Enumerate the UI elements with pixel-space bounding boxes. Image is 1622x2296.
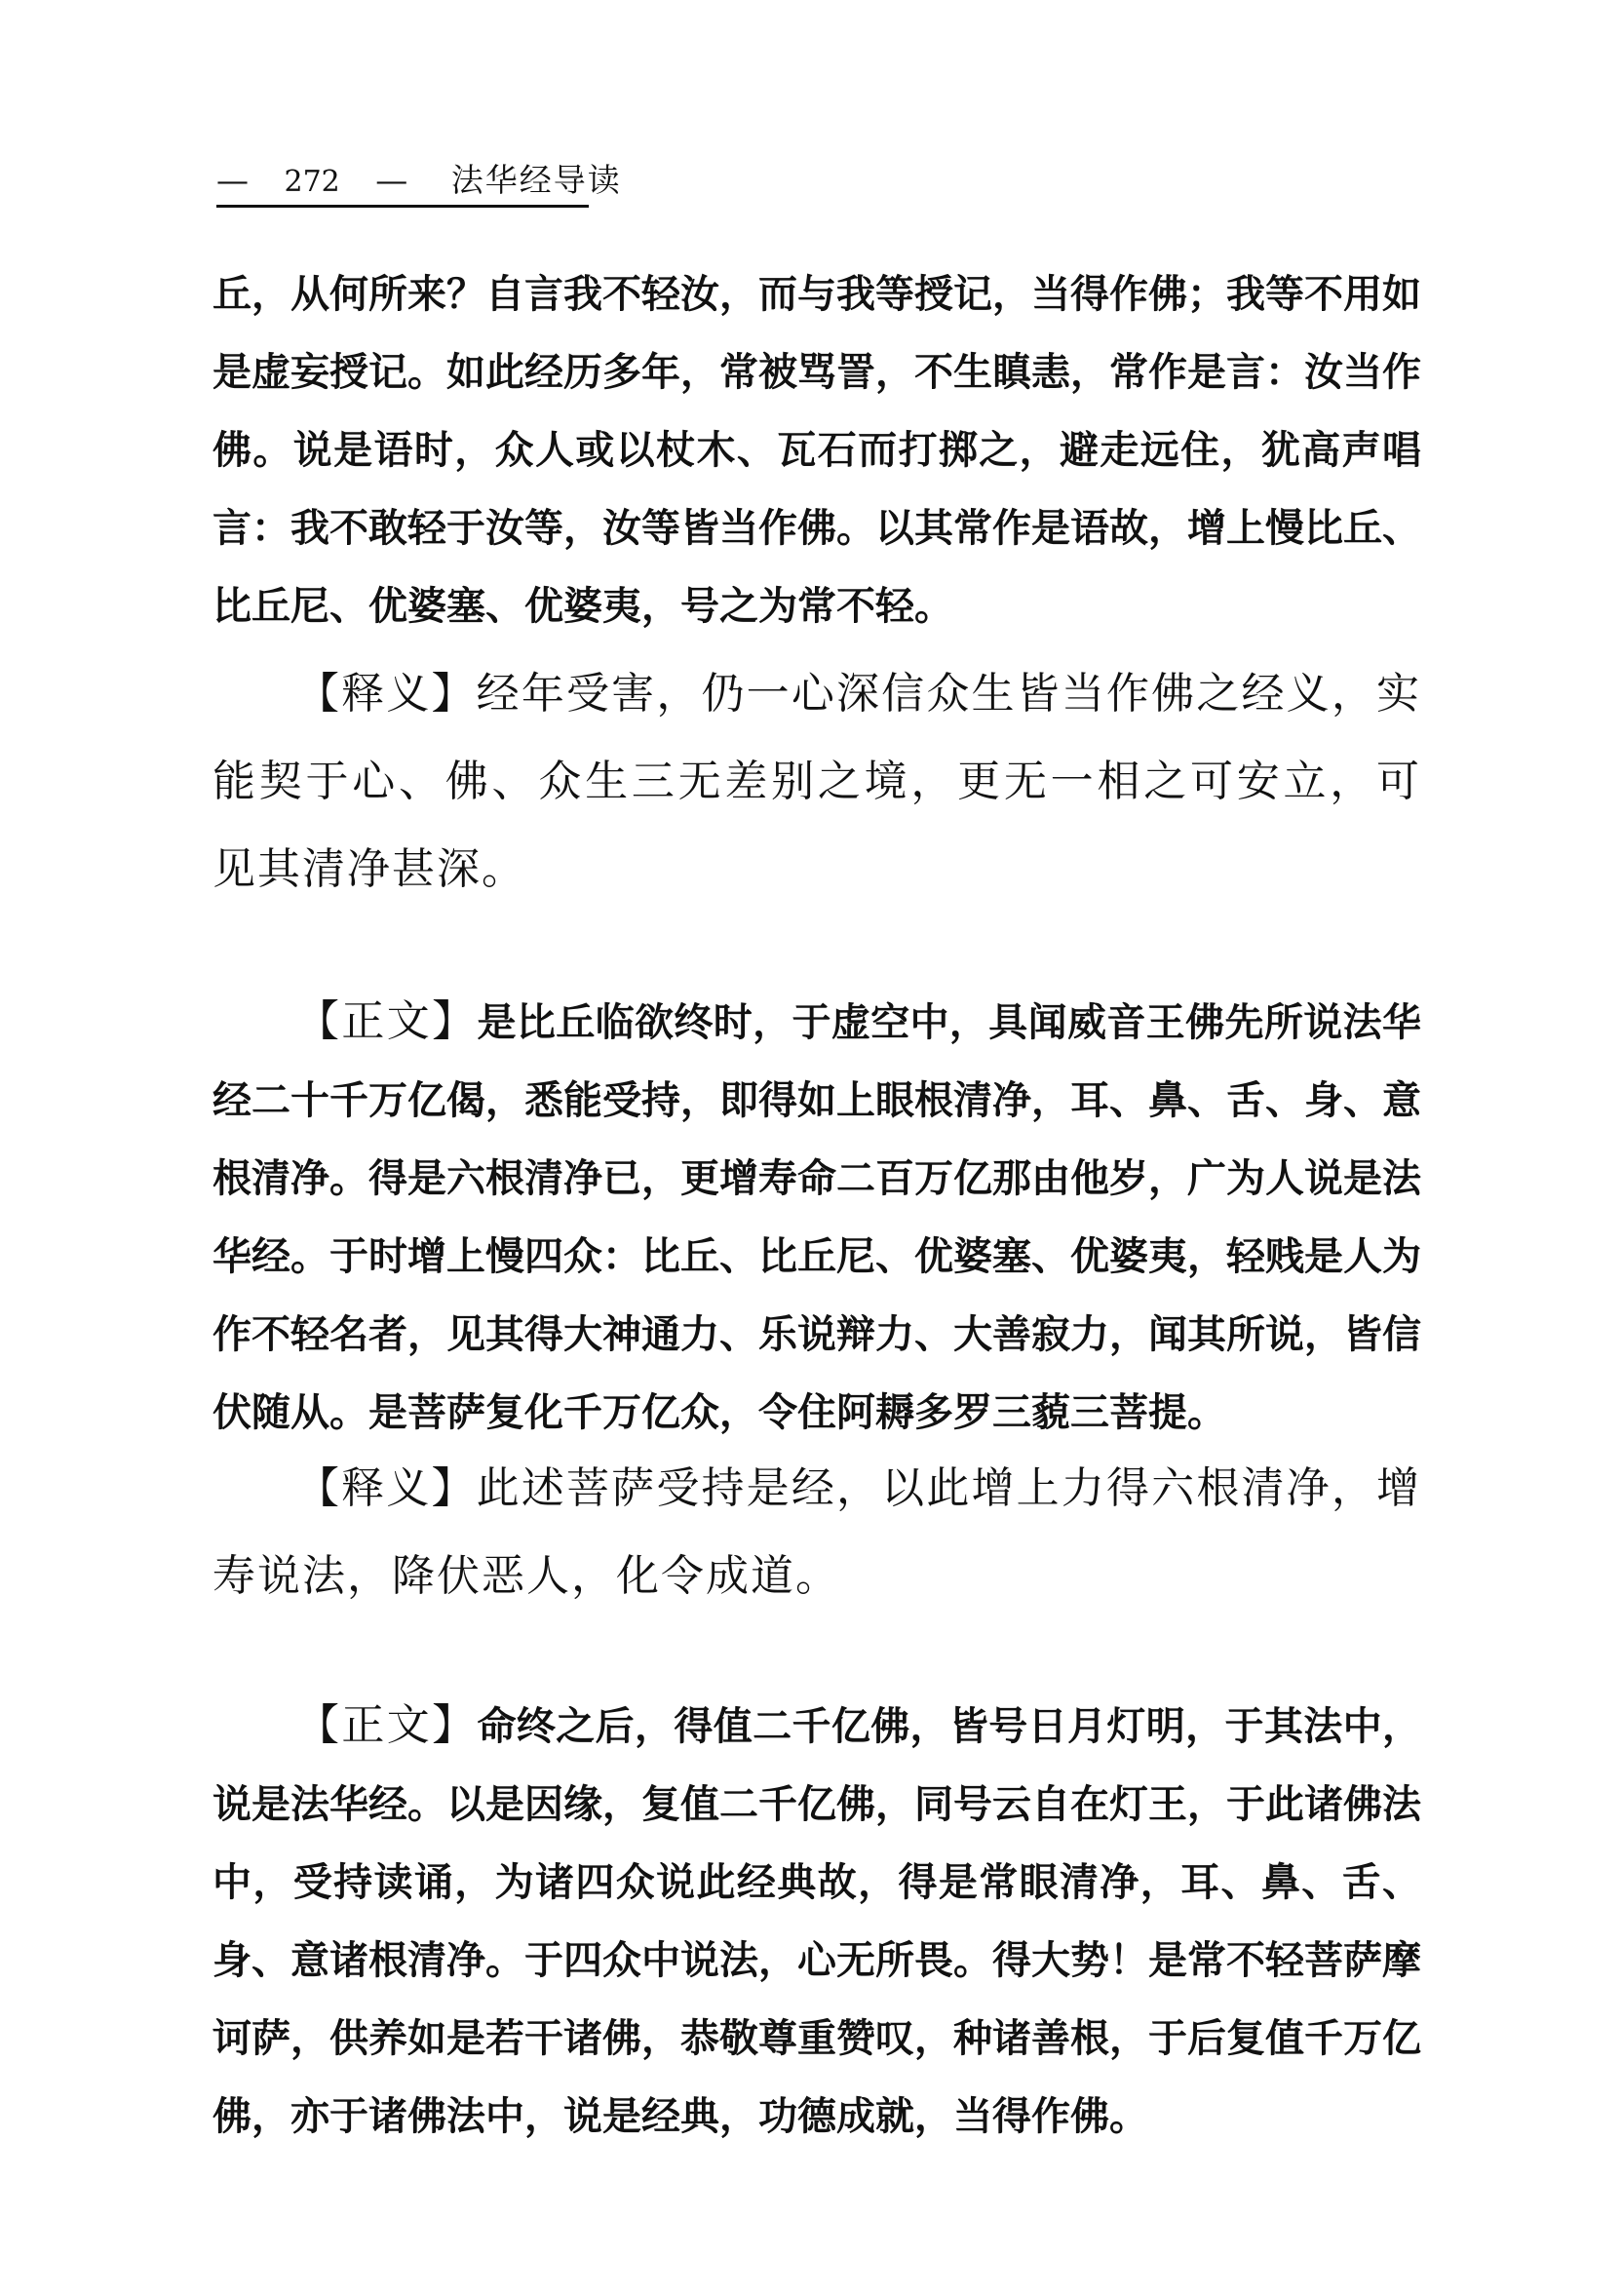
scripture-paragraph (212, 1687, 1421, 2156)
commentary-tag: 【释义】 (296, 669, 477, 719)
commentary-paragraph (212, 1445, 1421, 1620)
commentary-text: 此述菩萨受持是经，以此增上力得六根清净，增寿说法，降伏恶人，化令成道。 (212, 1463, 1422, 1601)
running-header (216, 156, 622, 208)
scripture-tag: 【正文】 (296, 1700, 478, 1750)
commentary-text: 经年受害，仍一心深信众生皆当作佛之经义，实能契于心、佛、众生三无差别之境，更无一相之可安立，可见其清净甚深。 (212, 669, 1422, 894)
commentary-tag: 【释义】 (296, 1463, 477, 1513)
commentary-paragraph (212, 650, 1421, 914)
continued-scripture-paragraph (212, 255, 1421, 645)
scripture-text: 是比丘临欲终时，于虚空中，具闻威音王佛先所说法华经二十千万亿偈，悉能受持，即得如上眼根清净，耳、鼻、舌、身、意根清净。得是六根清净已，更增寿命二百万亿那由他岁，广为人说是法华经。于时增上慢四众：比丘、比丘尼、优婆塞、优婆夷，轻贱是人为作不轻名者，见其得大神通力、乐说辩力、大善寂力，闻其所说，皆信伏随从。是菩萨复化千万亿众，令住阿耨多罗三藐三菩提。 (212, 1000, 1422, 1435)
header-dash-right: — (375, 161, 408, 199)
page-number: 272 (284, 165, 340, 199)
scripture-paragraph (212, 983, 1421, 1452)
scripture-tag: 【正文】 (296, 996, 478, 1046)
paragraph-text: 丘，从何所来？自言我不轻汝，而与我等授记，当得作佛；我等不用如是虚妄授记。如此经历多年，常被骂詈，不生瞋恚，常作是言：汝当作佛。说是语时，众人或以杖木、瓦石而打掷之，避走远住，犹高声唱言：我不敢轻于汝等，汝等皆当作佛。以其常作是语故，增上慢比丘、比丘尼、优婆塞、优婆夷，号之为常不轻。 (212, 272, 1421, 629)
scripture-text: 命终之后，得值二千亿佛，皆号日月灯明，于其法中，说是法华经。以是因缘，复值二千亿佛，同号云自在灯王，于此诸佛法中，受持读诵，为诸四众说此经典故，得是常眼清净，耳、鼻、舌、身、意诸根清净。于四众中说法，心无所畏。得大势！是常不轻菩萨摩诃萨，供养如是若干诸佛，恭敬尊重赞叹，种诸善根，于后复值千万亿佛，亦于诸佛法中，说是经典，功德成就，当得作佛。 (212, 1704, 1422, 2139)
header-dash-left: — (216, 161, 249, 199)
book-title: 法华经导读 (450, 161, 622, 199)
